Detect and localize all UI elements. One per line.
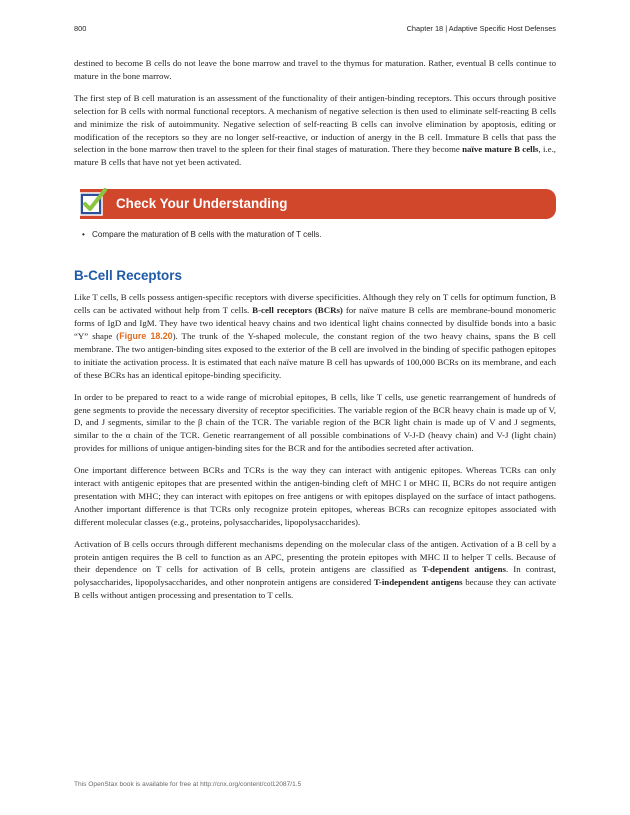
main-content [74,57,556,611]
paragraph-3-text-b: for naïve mature B cells are membrane-bound monomeric forms of IgD and IgM. They have two identical heavy chains and two identical light chains connected by disulfide bonds into a basic “Y” shape ( [74,305,556,341]
term-bcr: B-cell receptors (BCRs) [252,305,343,316]
term-t-independent-antigens: T-independent antigens [373,577,463,588]
paragraph-3-text-c: ). The trunk of the Y-shaped molecule, the constant region of the two heavy chains, spans the B cell membrane. The two antigen-binding sites exposed to the exterior of the B cell are involved in the binding of specific pathogen epitopes to initiate the activation process. It is estimated that each naïve mature B cell has upwards of 100,000 BCRs on its membrane, and each of these BCRs has an identical epitope-binding specificity. [74,330,556,380]
paragraph-4: In order to be prepared to react to a wide range of microbial epitopes, B cells, like T cells, use genetic rearrangement of hundreds of gene segments to provide the necessary diversity of receptor specificities. The variable region of the BCR heavy chain is made up of V, D, and J segments, similar to the β chain of the TCR. The variable region of the BCR light chain is made up of V and J segments, similar to the α chain of the TCR. Genetic rearrangement of all possible combinations of V-J-D (heavy chain) and V-J (light chain) provides for millions of unique antigen-binding sites for the BCR and for the antibodies secreted after activation. [74,391,556,454]
figure-link[interactable]: Figure 18.20 [119,330,173,341]
check-your-understanding-banner [74,189,556,219]
paragraph-5: One important difference between BCRs and TCRs is the way they can interact with antigenic epitopes. Whereas TCRs can only interact with antigenic epitopes that are presented within the antigen-binding cleft of MHC I or MHC II, BCRs do not require antigen presentation with MHC; they can interact with epitopes on free antigens or with epitopes displayed on the surface of intact pathogens. Another important difference is that TCRs only recognize protein epitopes, whereas BCRs can recognize epitopes associated with different molecular classes (e.g., proteins, polysaccharides, lipopolysaccharides). [74,465,556,527]
paragraph-6-text-b: . In contrast, polysaccharides, lipopolysaccharides, and other nonprotein antigens are considered [74,564,557,588]
list-item [82,229,556,241]
bullet-icon: • [82,230,85,240]
paragraph-3-text-a: Like T cells, B cells possess antigen-specific receptors with diverse specificities. Although they rely on T cells for optimum function, B cells can be activated without help from T cells. [74,292,556,316]
paragraph-3 [74,291,556,381]
term-naive-mature-b-cells: naïve mature B cells [462,144,539,155]
paragraph-2-text-a: The first step of B cell maturation is an assessment of the functionality of their antigen-binding receptors. This occurs through positive selection for B cells with normal functional receptors. A mechanism of negative selection is then used to eliminate self-reacting B cells and minimize the risk of autoimmunity. Negative selection of self-reacting B cells can involve elimination by apoptosis, editing or modification of the receptors so they are no longer self-reactive, or induction of anergy in the B cell. Immature B cells that pass the selection in the bone marrow then travel to the spleen for their final stages of maturation. There they become [74,92,556,155]
paragraph-1: destined to become B cells do not leave the bone marrow and travel to the thymus for maturation. Rather, eventual B cells continue to mature in the bone marrow. [74,58,556,81]
checkbox-check-icon [78,187,108,219]
cyu-list [74,229,556,241]
cyu-item-text: Compare the maturation of B cells with the maturation of T cells. [92,230,322,240]
paragraph-2 [74,92,556,169]
paragraph-6-text-c: because they can activate B cells without antigen processing and presentation to T cells. [74,577,556,601]
chapter-title: Chapter 18 | Adaptive Specific Host Defenses [406,24,556,33]
page-footer: This OpenStax book is available for free at http://cnx.org/content/col12087/1.5 [74,781,302,788]
paragraph-6-text-a: Activation of B cells occurs through different mechanisms depending on the molecular class of the antigen. Activation of a B cell by a protein antigen requires the B cell to function as an APC, presenting the protein epitopes with MHC II to helper T cells. Because of their dependence on T cells for activation of B cells, protein antigens are classified as [74,538,556,575]
section-heading: B-Cell Receptors [74,268,182,284]
term-t-dependent-antigens: T-dependent antigens [422,564,506,575]
paragraph-2-text-b: , i.e., mature B cells that have not yet been activated. [74,144,556,168]
paragraph-6 [74,538,556,603]
page-number: 800 [74,24,87,33]
cyu-title: Check Your Understanding [116,196,288,212]
